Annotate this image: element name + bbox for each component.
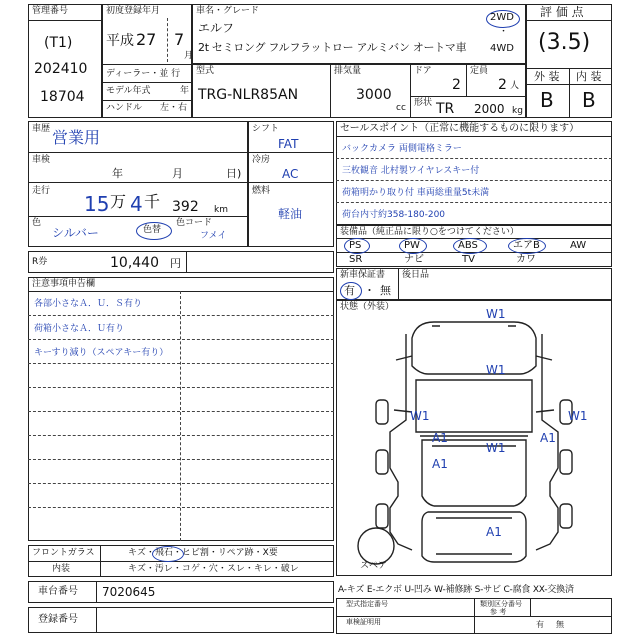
rating-ext: B xyxy=(540,88,554,112)
recycle-box xyxy=(28,251,334,273)
registration-label: 登録番号 xyxy=(38,614,78,625)
mileage-unit: km xyxy=(214,205,228,215)
drive-2wd: 2WD xyxy=(490,12,514,23)
mgmt-line2: 202410 xyxy=(34,61,88,77)
mark-left-mid: A1 xyxy=(432,431,448,445)
equip-airbag: エアB xyxy=(513,240,540,251)
mark-right-mid: A1 xyxy=(540,431,556,445)
capacity-value: 2 xyxy=(498,77,507,93)
note-item-1: 各部小さなＡ．Ｕ．Ｓ有り xyxy=(34,299,143,309)
equip-sr: SR xyxy=(349,254,363,265)
mgmt-label: 管理番号 xyxy=(32,6,69,16)
first-reg-month: 7 xyxy=(174,30,185,49)
car-name-label: 車名・グレード xyxy=(196,6,260,16)
equipment-label: 装備品（純正品に限り○をつけてください） xyxy=(340,227,519,237)
displacement-value: 3000 xyxy=(356,87,392,103)
equip-aw: AW xyxy=(570,240,587,251)
color-change: 色替 xyxy=(143,225,162,235)
manual-yes: 有 xyxy=(344,284,355,297)
type-value: TRG-NLR85AN xyxy=(198,87,299,103)
notes-box xyxy=(28,277,334,541)
sales-date-label: 後日品 xyxy=(402,270,430,280)
capacity-unit: 人 xyxy=(510,81,520,91)
first-reg-month-unit: 月 xyxy=(184,51,194,61)
color-label: 色 xyxy=(32,218,42,228)
inspection-day: 日) xyxy=(226,167,242,180)
ac-value: AC xyxy=(282,167,299,181)
manual-dot: ・ xyxy=(364,284,375,297)
mileage-sen: 4 xyxy=(130,192,143,216)
spare-label: スペア xyxy=(360,561,388,571)
shape-label: 形状 xyxy=(414,98,433,108)
color-code: フメイ xyxy=(200,231,227,241)
mark-left-upper: W1 xyxy=(410,409,430,423)
handle-label: ハンドル xyxy=(106,103,143,113)
inspection-month: 月 xyxy=(172,167,183,180)
notes-label: 注意事項申告欄 xyxy=(32,279,96,289)
recycle-unit: 円 xyxy=(170,257,181,270)
mark-cab: W1 xyxy=(486,363,506,377)
chassis-label: 車台番号 xyxy=(38,586,78,597)
mileage-man: 15 xyxy=(84,192,110,216)
equip-ps: PS xyxy=(349,240,362,251)
note-item-2: 荷箱小さなＡ．Ｕ有り xyxy=(34,324,125,334)
car-grade-value: 2t セミロング フルフラットロー アルミバン オートマ車 xyxy=(198,41,467,54)
mark-top: W1 xyxy=(486,307,506,321)
mgmt-line3: 18704 xyxy=(40,89,85,105)
mileage-sen-unit: 千 xyxy=(144,192,161,211)
first-reg-label: 初度登録年月 xyxy=(106,6,161,16)
inspection-label: 車検 xyxy=(32,155,51,165)
doors-value: 2 xyxy=(452,77,461,93)
rating-int-label: 内 装 xyxy=(576,70,602,83)
equip-abs: ABS xyxy=(458,240,478,251)
note-item-3: キーすり減り（スペアキー有り） xyxy=(34,348,169,358)
manual-label: 新車保証書 xyxy=(340,270,386,280)
equip-navi: ナビ xyxy=(404,254,424,265)
mileage-man-unit: 万 xyxy=(110,192,127,211)
model-year-label: モデル年式 xyxy=(106,86,151,96)
shape-value: TR xyxy=(436,101,455,117)
drive-4wd: 4WD xyxy=(490,43,514,54)
color-code-label: 色コード xyxy=(176,218,213,228)
fuel-label: 燃料 xyxy=(252,186,271,196)
model-year-unit: 年 xyxy=(180,86,190,96)
cert-yes: 有 xyxy=(536,620,544,629)
mark-center: W1 xyxy=(486,441,506,455)
equip-pw: PW xyxy=(404,240,420,251)
ac-label: 冷房 xyxy=(252,155,271,165)
mileage-label: 走行 xyxy=(32,186,51,196)
point-item-1: バックカメラ 両側電格ミラー xyxy=(342,144,462,154)
fuel-value: 軽油 xyxy=(278,207,303,221)
mgmt-line1: (T1) xyxy=(44,35,73,51)
shift-label: シフト xyxy=(252,124,280,134)
inspection-year: 年 xyxy=(112,167,123,180)
mark-right-upper: W1 xyxy=(568,409,588,423)
point-item-3: 荷箱明かり取り付 車両総重量5t未満 xyxy=(342,188,490,198)
cert-label: 車検証明用 xyxy=(346,618,381,626)
rating-value: (3.5) xyxy=(538,30,591,55)
equip-tv: TV xyxy=(462,254,475,265)
rating-label: 評 価 点 xyxy=(540,5,584,19)
rating-int: B xyxy=(582,88,596,112)
type-label: 型式 xyxy=(196,66,215,76)
load-value: 2000 xyxy=(474,102,505,116)
condition-label: 状態（外装） xyxy=(340,302,395,312)
cert-no: 無 xyxy=(556,620,564,629)
mark-left-lower: A1 xyxy=(432,457,448,471)
mark-front: A1 xyxy=(486,525,502,539)
front-glass-value: キズ・飛石・ヒビ割・リペア跡・X要 xyxy=(128,548,278,558)
equip-leather: カワ xyxy=(516,254,536,265)
recycle-value: 10,440 xyxy=(110,255,159,271)
stone-chip-circle xyxy=(152,546,184,562)
front-glass-label: フロントガラス xyxy=(32,548,95,558)
class-code-label: 類別区分番号 xyxy=(480,600,522,608)
interior-label: 内装 xyxy=(52,564,71,574)
reference-label: 参 考 xyxy=(490,608,507,616)
rating-ext-label: 外 装 xyxy=(534,70,560,83)
car-name-value: エルフ xyxy=(198,21,235,35)
usage-value: 営業用 xyxy=(52,128,101,147)
point-item-2: 三枚観音 北村製ワイヤレスキー付 xyxy=(342,166,480,176)
points-label: セールスポイント（正常に機能するものに限ります） xyxy=(340,123,580,134)
displacement-label: 排気量 xyxy=(334,66,362,76)
type-code-label: 型式指定番号 xyxy=(346,600,388,608)
mileage-rest: 392 xyxy=(172,199,199,215)
drive-dot: ・ xyxy=(499,27,509,37)
chassis-value: 7020645 xyxy=(102,585,156,599)
recycle-label: R券 xyxy=(32,257,48,267)
load-unit: kg xyxy=(512,106,523,116)
first-reg-era: 平成 xyxy=(106,33,134,49)
color-value: シルバー xyxy=(52,226,99,240)
first-reg-year: 27 xyxy=(136,30,157,49)
truck-diagram xyxy=(336,300,612,576)
interior-value: キズ・汚レ・コゲ・穴・スレ・キレ・破レ xyxy=(128,564,299,574)
doors-label: ドア xyxy=(414,66,432,76)
capacity-label: 定員 xyxy=(470,66,489,76)
dealer-label: ディーラー・並 行 xyxy=(106,69,181,79)
usage-label: 車歴 xyxy=(32,124,51,134)
point-item-4: 荷台内寸約358-180-200 xyxy=(342,210,446,220)
handle-value: 左・右 xyxy=(160,103,188,113)
manual-no: 無 xyxy=(380,284,391,297)
damage-legend: A-キズ E-エクボ U-凹み W-補修跡 S-サビ C-腐食 XX-交換済 xyxy=(338,585,574,595)
displacement-unit: cc xyxy=(396,103,406,113)
shift-value: FAT xyxy=(278,137,299,151)
